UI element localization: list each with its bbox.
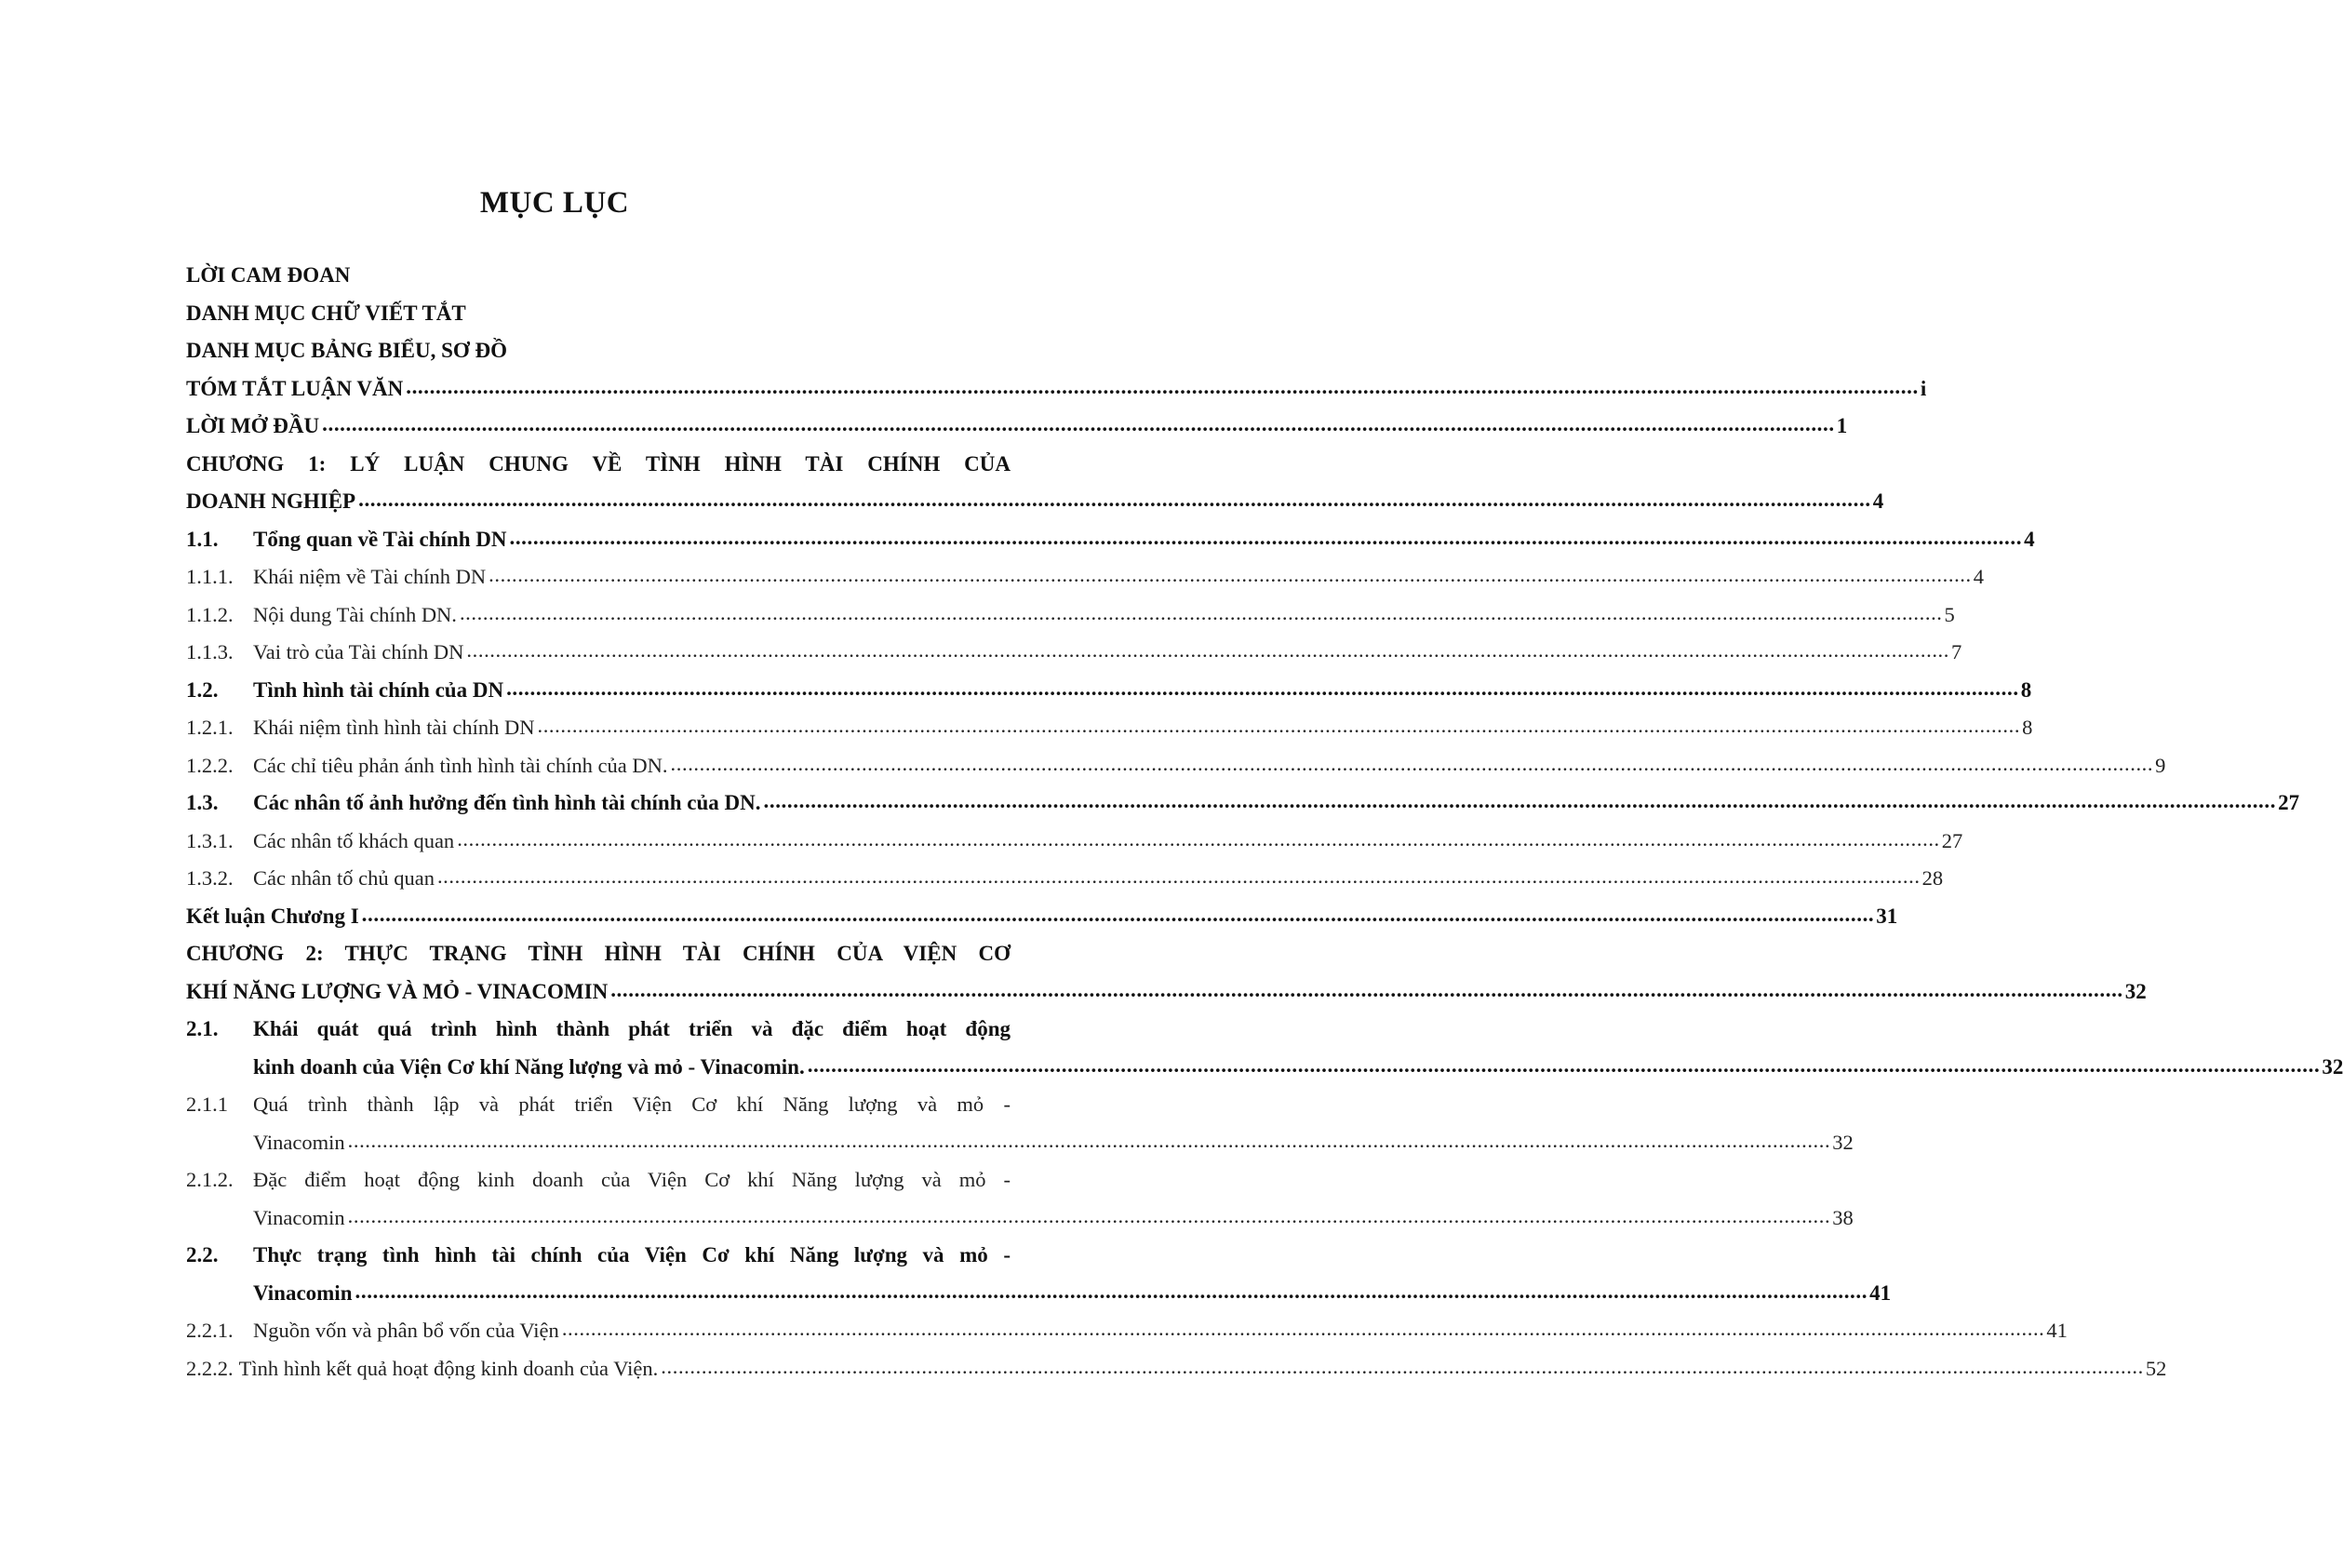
toc-entry-text: CHƯƠNG 2: THỰC TRẠNG TÌNH HÌNH TÀI CHÍNH CỦA VIỆN CƠ (186, 942, 1011, 965)
toc-page-number: 31 (1876, 904, 1898, 928)
toc-entry-text: Khái niệm về Tài chính DN (253, 565, 487, 588)
toc-page-number: 5 (1944, 602, 1955, 626)
toc-entry-text: Tình hình kết quả hoạt động kinh doanh của Viện. (238, 1356, 659, 1380)
toc-entry-text: Nguồn vốn và phân bổ vốn của Viện (253, 1319, 559, 1342)
toc-section-number: 1.1.3. (186, 640, 234, 663)
toc-page-number: 8 (2022, 716, 2033, 739)
dot-leader (358, 481, 1871, 519)
toc-section[interactable] (186, 784, 2300, 823)
toc-page-number: 32 (2124, 979, 2147, 1003)
dot-leader (509, 519, 2022, 557)
toc-entry[interactable] (186, 332, 1011, 370)
toc-entry-text: Khái niệm tình hình tài chính DN (253, 716, 535, 739)
page-title: MỤC LỤC (479, 186, 630, 220)
toc-section-number: 1.3.2. (186, 866, 234, 890)
toc-entry-text: KHÍ NĂNG LƯỢNG VÀ MỎ - VINACOMIN (186, 979, 609, 1003)
toc-subsection[interactable] (186, 823, 1963, 861)
toc-entry-text: Các chỉ tiêu phản ánh tình hình tài chính của DN. (253, 753, 668, 777)
toc-section-number: 1.1. (186, 527, 219, 551)
toc-section-number: 1.2.1. (186, 716, 234, 739)
dot-leader (460, 595, 1943, 633)
toc-entry-text: Khái quát quá trình hình thành phát triển và đặc điểm hoạt động (253, 1017, 1011, 1040)
toc-entry[interactable] (186, 898, 1898, 936)
toc-section-number: 1.3.1. (186, 828, 234, 852)
dot-leader (808, 1047, 2321, 1085)
toc-section-number: 2.2.1. (186, 1319, 234, 1342)
toc-entry-text: LỜI CAM ĐOAN (186, 263, 351, 287)
dot-leader (437, 858, 1921, 896)
toc-entry-text: LỜI MỞ ĐẦU (186, 414, 320, 437)
dot-leader (671, 745, 2154, 784)
toc-page-number: 4 (1872, 489, 1884, 513)
toc-entry-text: DANH MỤC CHỮ VIẾT TẮT (186, 301, 466, 325)
toc-subsection[interactable] (186, 1350, 2167, 1388)
toc-page-number: 27 (2278, 791, 2300, 814)
toc-entry-text: Vinacomin (253, 1280, 353, 1305)
toc-entry[interactable] (186, 408, 1848, 446)
toc-page-number: 38 (1832, 1205, 1854, 1229)
toc-entry-text: Tổng quan về Tài chính DN (253, 527, 507, 551)
toc-entry-text: Kết luận Chương I (186, 904, 359, 928)
dot-leader (506, 670, 2019, 708)
toc-entry-text: Quá trình thành lập và phát triển Viện Cơ khí Năng lượng và mỏ - (253, 1092, 1011, 1116)
dot-leader (406, 369, 1919, 407)
toc-entry-text: DANH MỤC BẢNG BIỂU, SƠ ĐỒ (186, 339, 508, 362)
toc-page-number: 41 (1869, 1280, 1892, 1305)
toc-subsection[interactable] (186, 634, 1962, 672)
toc-entry-text: TÓM TẮT LUẬN VĂN (186, 376, 404, 400)
toc-section[interactable] (186, 1237, 1011, 1275)
toc-page-number: 7 (1951, 640, 1962, 663)
toc-section[interactable] (186, 521, 2035, 559)
toc-subsection-continued[interactable] (186, 1199, 1854, 1238)
toc-entry-text: Các nhân tố chủ quan (253, 866, 435, 890)
toc-section-number: 2.1.2. (186, 1168, 234, 1191)
toc-page-number: 41 (2046, 1319, 2068, 1342)
toc-entry-text: Các nhân tố ảnh hưởng đến tình hình tài chính của DN. (253, 791, 761, 814)
toc-entry-text: Vai trò của Tài chính DN (253, 640, 464, 663)
toc-entry-text: Các nhân tố khách quan (253, 828, 455, 852)
dot-leader (348, 1122, 1831, 1160)
toc-section-number: 1.1.1. (186, 565, 234, 588)
toc-page-number: 4 (1973, 565, 1985, 588)
toc-entry-text: Tình hình tài chính của DN (253, 677, 504, 702)
toc-section-number: 2.2.2. (186, 1356, 234, 1380)
toc-section-number: 1.1.2. (186, 602, 234, 626)
toc-subsection[interactable] (186, 709, 2033, 747)
toc-entry-text: Đặc điểm hoạt động kinh doanh của Viện Cơ khí Năng lượng và mỏ - (253, 1168, 1011, 1191)
table-of-contents (186, 257, 2343, 1387)
toc-section-number: 2.2. (186, 1243, 219, 1266)
dot-leader (489, 556, 1972, 595)
dot-leader (562, 1310, 2045, 1348)
dot-leader (661, 1348, 2144, 1387)
toc-page-number: 8 (2020, 677, 2032, 702)
toc-chapter-line[interactable] (186, 935, 1011, 973)
toc-chapter-line[interactable] (186, 446, 1011, 484)
toc-chapter-line[interactable] (186, 483, 1884, 521)
toc-page-number: 28 (1921, 866, 1944, 890)
toc-page-number: 52 (2145, 1356, 2167, 1380)
toc-page-number: i (1920, 376, 1927, 400)
toc-subsection[interactable] (186, 558, 1985, 596)
toc-page-number: 27 (1941, 828, 1963, 852)
toc-section-number: 1.2. (186, 677, 219, 702)
dot-leader (348, 1198, 1831, 1236)
toc-section-number: 2.1. (186, 1017, 219, 1040)
dot-leader (362, 896, 1875, 934)
dot-leader (537, 707, 2020, 745)
toc-page-number: 1 (1836, 414, 1848, 437)
toc-subsection[interactable] (186, 860, 1944, 898)
toc-subsection[interactable] (186, 596, 1955, 635)
toc-subsection[interactable] (186, 1086, 1011, 1124)
toc-section-number: 1.3. (186, 791, 219, 814)
dot-leader (322, 406, 1835, 444)
toc-page-number: 4 (2024, 527, 2035, 551)
toc-subsection[interactable] (186, 1312, 2068, 1350)
toc-page-number: 32 (1832, 1130, 1854, 1154)
toc-entry-text: Nội dung Tài chính DN. (253, 602, 457, 626)
toc-entry-text: kinh doanh của Viện Cơ khí Năng lượng và mỏ - Vinacomin. (253, 1054, 805, 1079)
toc-section[interactable] (186, 672, 2032, 710)
toc-page-number: 9 (2155, 753, 2166, 777)
toc-entry-text: Thực trạng tình hình tài chính của Viện Cơ khí Năng lượng và mỏ - (253, 1243, 1011, 1266)
toc-section-continued[interactable] (186, 1275, 1892, 1313)
toc-subsection[interactable] (186, 747, 2166, 785)
toc-section-continued[interactable] (186, 1049, 2343, 1087)
dot-leader (457, 821, 1940, 859)
toc-subsection[interactable] (186, 1161, 1011, 1199)
toc-section[interactable] (186, 1011, 1011, 1049)
toc-section-number: 2.1.1 (186, 1092, 228, 1116)
toc-page-number: 32 (2322, 1054, 2343, 1079)
toc-entry[interactable] (186, 257, 1011, 295)
toc-entry-text: Vinacomin (253, 1205, 345, 1229)
toc-entry-text: Vinacomin (253, 1130, 345, 1154)
toc-entry-text: DOANH NGHIỆP (186, 489, 356, 513)
toc-entry[interactable] (186, 295, 1011, 333)
dot-leader (355, 1273, 1868, 1311)
toc-subsection-continued[interactable] (186, 1124, 1854, 1162)
dot-leader (764, 783, 2277, 821)
dot-leader (466, 632, 1949, 670)
toc-section-number: 1.2.2. (186, 753, 234, 777)
dot-leader (610, 972, 2123, 1010)
toc-entry[interactable] (186, 370, 1927, 409)
toc-entry-text: CHƯƠNG 1: LÝ LUẬN CHUNG VỀ TÌNH HÌNH TÀI CHÍNH CỦA (186, 451, 1011, 476)
toc-chapter-line[interactable] (186, 973, 2147, 1012)
